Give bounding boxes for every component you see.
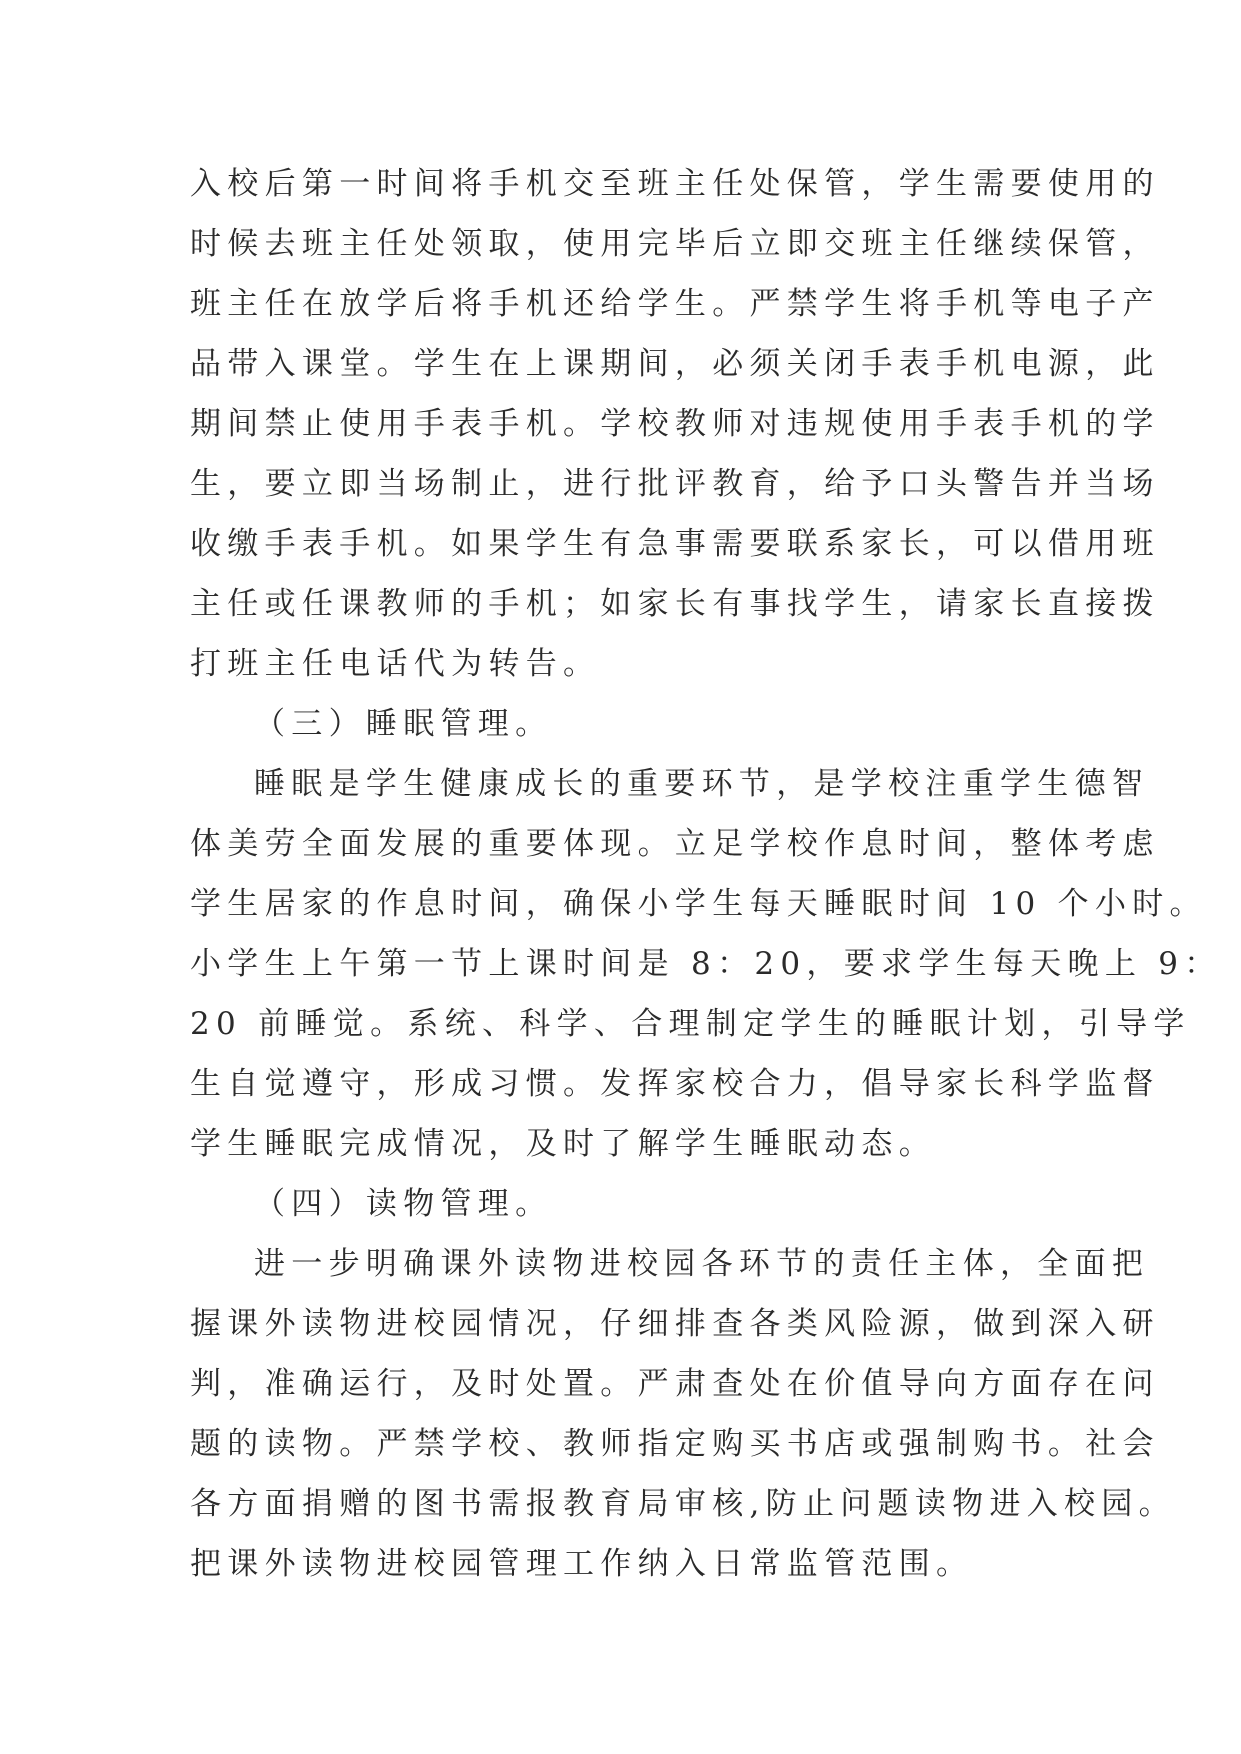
paragraph-line: 学生睡眠完成情况，及时了解学生睡眠动态。 (190, 1126, 936, 1162)
section-heading-sleep: （三）睡眠管理。 (254, 706, 553, 742)
paragraph-line: 20 前睡觉。系统、科学、合理制定学生的睡眠计划，引导学 (190, 1006, 1191, 1042)
paragraph-line: 生自觉遵守，形成习惯。发挥家校合力，倡导家长科学监督 (190, 1066, 1160, 1102)
paragraph-line: 进一步明确课外读物进校园各环节的责任主体，全面把 (254, 1246, 1150, 1282)
section-heading-reading: （四）读物管理。 (254, 1186, 553, 1222)
paragraph-line: 小学生上午第一节上课时间是 8：20，要求学生每天晚上 9： (190, 946, 1222, 982)
paragraph-line: 各方面捐赠的图书需报教育局审核,防止问题读物进入校园。 (190, 1486, 1176, 1522)
paragraph-line: 收缴手表手机。如果学生有急事需要联系家长，可以借用班 (190, 526, 1160, 562)
paragraph-line: 睡眠是学生健康成长的重要环节，是学校注重学生德智 (254, 766, 1150, 802)
paragraph-line: 握课外读物进校园情况，仔细排查各类风险源，做到深入研 (190, 1306, 1160, 1342)
paragraph-line: 把课外读物进校园管理工作纳入日常监管范围。 (190, 1546, 974, 1582)
paragraph-line: 题的读物。严禁学校、教师指定购买书店或强制购书。社会 (190, 1426, 1160, 1462)
paragraph-line: 主任或任课教师的手机；如家长有事找学生，请家长直接拨 (190, 586, 1160, 622)
paragraph-line: 入校后第一时间将手机交至班主任处保管，学生需要使用的 (190, 166, 1160, 202)
paragraph-line: 判，准确运行，及时处置。严肃查处在价值导向方面存在问 (190, 1366, 1160, 1402)
paragraph-line: 品带入课堂。学生在上课期间，必须关闭手表手机电源，此 (190, 346, 1160, 382)
paragraph-line: 学生居家的作息时间，确保小学生每天睡眠时间 10 个小时。 (190, 886, 1207, 922)
paragraph-line: 打班主任电话代为转告。 (190, 646, 601, 682)
paragraph-line: 期间禁止使用手表手机。学校教师对违规使用手表手机的学 (190, 406, 1160, 442)
paragraph-line: 体美劳全面发展的重要体现。立足学校作息时间，整体考虑 (190, 826, 1160, 862)
paragraph-line: 生，要立即当场制止，进行批评教育，给予口头警告并当场 (190, 466, 1160, 502)
paragraph-line: 班主任在放学后将手机还给学生。严禁学生将手机等电子产 (190, 286, 1160, 322)
paragraph-line: 时候去班主任处领取，使用完毕后立即交班主任继续保管， (190, 226, 1160, 262)
